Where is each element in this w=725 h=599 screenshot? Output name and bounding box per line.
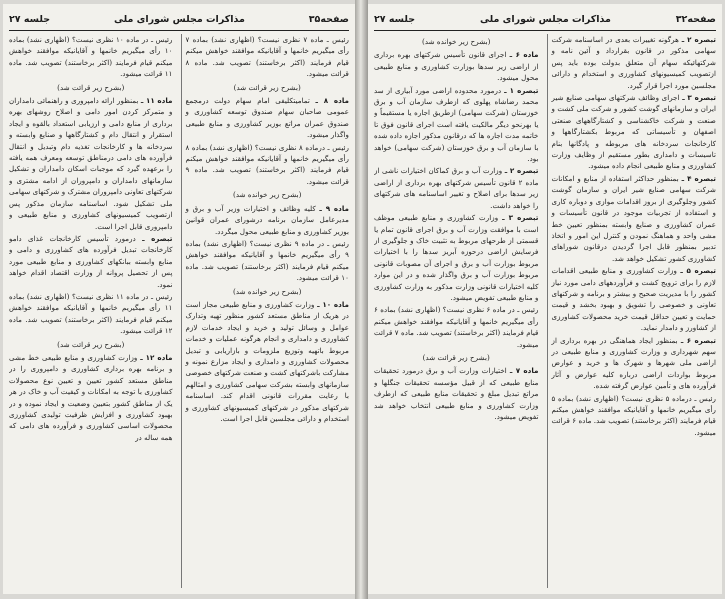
- text-columns: [9, 34, 349, 588]
- article-paragraph: [552, 92, 717, 172]
- page-header: [374, 8, 716, 31]
- right-page: [368, 4, 722, 594]
- article-label: تبصره ۵ ـ: [680, 266, 716, 276]
- speaker-paragraph: رئیس ـ در ماده ۱۱ نظری نیست؟ (اظهاری نشد) بماده ۱۱ رأی میگیریم خانمها و آقایانیکه موافقند خواهش میکنم قیام فرمایند (اکثر برخاستند) تصویب شد. ماده ۱۲ قرائت میشود.: [9, 291, 173, 336]
- article-text: بمنظور حداکثر استفاده از منابع و امکانات شرکت سهامی صنایع شیر ایران و سازمان گوشت کشور وجلوگیری از بروز اقدامات موازی و دوباره کاری و استفاده از تجربیات موجود در قانون تأسیسات و عمران کشاورزی و صنایع وابسته بمنظور تعیین خط مشی واحد و هماهنگ نمودن و کنترل این امور و اتخاذ تدبیر بمنظور قابل اجرا گردیدن درقانون شوراهای کشاورزی کشور تشکیل خواهد شد.: [551, 173, 716, 263]
- page-header: [9, 8, 349, 31]
- speaker-paragraph: رئیس ـ درماده ۵ نظری نیست؟ (اظهاری نشد) بماده ۵ رأی میگیریم خانمها و آقایانیکه موافقند خواهش میکنم قیام فرمایند (اکثر برخاستند) تصویب شد. ماده ۶ قرائت میشود.: [551, 393, 716, 437]
- reading-note: (بشرح زیر خوانده شد): [422, 37, 491, 46]
- session-label: جلسه ۲۷: [9, 13, 51, 25]
- session-label: جلسه ۲۷: [374, 13, 416, 25]
- text-columns: [374, 34, 716, 588]
- article-label: ماده ۸ ـ: [315, 96, 349, 106]
- article-paragraph: [374, 49, 539, 83]
- article-label: تبصره ۲ ـ: [504, 166, 539, 176]
- article-paragraph: [552, 265, 717, 333]
- reading-note: (بشرح زیر قرائت شد): [422, 352, 490, 362]
- article-text: وزارت کشاورزی و منابع طبیعی موظف است با موافقت وزارت آب و برق اجرای قانون تمام یا قسمتی از طرحهای مربوط به تثبیت خاک و جلوگیری از فرسایش اراضی درحوزه آبریز سدها را با اختیارات مربوط بوزارت آب و برق و اجرای آن مصوبات قانونی مربوط بوزارت آب و برق واگذار شده و در این موارد کلیه اختیارات قانونی وزارت مذکور به وزارت کشاورزی و منابع طبیعی تفویض میشود.: [374, 213, 539, 302]
- article-label: تبصره ۱ ـ: [504, 85, 539, 95]
- article-text: بمنظور ارائه دامپروری و راهنمائی دامداران و متمرکز کردن امور دامی و اصلاح روشهای بهره برداری از منابع دامی و ارزیابی استعداد بالقوه و ایجاد استقرار و انتقال دام و کشتارگاهها و صنایع وابسته و سردخانه ها و کارخانجات تغذیه دام وتبدیل و انتقال فرآورده های دامی درمناطق توسعه ومعرف همه یافته را برعهده گیرد که موجبات اسکان دامداران و تشکیل سازمانهای دامداران و دامپروران از ادامه مشتری و شرکتهای تعاونی دامپروران مشترک و شرکتهای سهامی ملی تشکیل شود. اساسنامه سازمان مذکور پس ازتصویب کمیسیونهای کشاورزی و منابع طبیعی و دامپروری قابل اجرا است.: [9, 96, 173, 231]
- page-number: صفحه۳۵: [308, 13, 349, 25]
- speaker-paragraph: رئیس ـ در ماده ۶ نظری نیست؟ (اظهاری نشد) بماده ۶ رأی میگیریم خانمها و آقایانیکه موافقند خواهش میکنم قیام فرمایند (اکثر برخاستند) تصویب شد. ماده ۷ قرائت میشود.: [374, 305, 539, 349]
- reading-note: (بشرح زیر قرائت شد): [233, 82, 301, 92]
- article-paragraph: [374, 85, 539, 165]
- article-text: وزارت کشاورزی و منابع طبیعی مجاز است در هریک از مناطق مستعد کشور منظور تهیه وتدارک عوامل و وسائل تولید و خرید و ایجاد خدمات لازم کشاورزی و دامداری و انجام هرگونه عملیات و خدمات مربوط باتهیه وتوزیع ملزومات و بازاریابی و تبدیل محصولات کشاورزی و دامداری و ایجاد مزارع نمونه و مشارکت باشرکتهای کشت و صنعت شرکتهای خصوصی سازمانهای وابسته بشرکت سهامی کشاورزی و امثالهم با رعایت مقررات قانونی اقدام کند. اساسنامه شرکتهای مذکور در شرکتهای کمیسیونهای کشاورزی و استخدام و دارائی مجلسین قابل اجرا است.: [185, 299, 349, 423]
- reading-note: (بشرح زیر قرائت شد): [57, 339, 125, 349]
- article-label: ماده ۶ ـ: [509, 50, 539, 60]
- article-paragraph: [552, 173, 717, 264]
- article-text: درمورد محدوده اراضی مورد آبیاری از سد محمد رضاشاه پهلوی که ازطرف سازمان آب و برق خوزستان (شرکت سهامی) ازطریق اجاره یا مستقیماً و یا بهرنحو دیگر مالکیت یافته است اجرای قانون فوق تا خاتمه مدت اجاره ها که درقانون مذکور اجازه داده شده با سازمان آب و برق خوزستان (شرکت سهامی) خواهد بود.: [374, 85, 539, 164]
- article-label: ماده ۱۱ ـ: [140, 96, 173, 106]
- article-text: درمورد تأسیس کارخانجات غذای دامو کارخانجات تبدیل فرآورده های کشاورزی و دامی و منابع وابسته ببانکهای کشاورزی و منابع طبیعی مورد پس از تحصیل پروانه از وزارت اقتصاد اقدام خواهد نمود.: [9, 233, 173, 289]
- article-paragraph: [186, 299, 350, 424]
- article-label: ماده ۹ ـ: [319, 203, 349, 213]
- article-paragraph: [374, 165, 539, 211]
- article-text: بمنظور ایجاد هماهنگی در بهره برداری از سهم شهرداری و وزارت کشاورزی و منابع طبیعی در اراضی ملی شهرها و شهرک ها و خرید و عوارض مربوط بواردات اراضی درباره کلیه عوارض و آثار فرآورده های و تأمین عوارض گرفته شده.: [551, 335, 716, 391]
- article-label: تبصره ۲ ـ: [681, 35, 716, 44]
- page-number: صفحه۳۲: [675, 13, 716, 25]
- speaker-paragraph: رئیس ـ در ماده ۱۰ نظری نیست؟ (اظهاری نشد) بماده ۱۰ رأی میگیریم خانمها و آقایانیکه موافقند خواهش میکنم قیام فرمایند (اکثر برخاستند) تصویب شد. ماده ۱۱ قرائت میشود.: [9, 35, 173, 79]
- article-paragraph: [186, 203, 350, 237]
- article-label: تبصره ۴ ـ: [681, 173, 716, 183]
- article-label: ماده ۱۲ ـ: [140, 352, 173, 362]
- article-paragraph: [9, 352, 173, 443]
- journal-title: مذاکرات مجلس شورای ملی: [113, 13, 245, 25]
- article-text: تمامیتکلیفی امام سهام دولت درمجمع عمومی صاحبان سهام صندوق توسعه کشاورزی و صندوق عمران مراتع بوزیر کشاورزی و منابع طبیعی واگذار میشود.: [185, 96, 349, 140]
- reading-note: (بشرح زیر خوانده شد): [233, 190, 302, 200]
- book-gutter: [355, 0, 368, 599]
- article-label: ماده ۱۰ ـ: [317, 299, 349, 309]
- article-paragraph: [374, 212, 539, 303]
- article-text: وزارت کشاورزی و منابع طبیعی اقدامات لازم را برای ترویج کشت و فرآوردههای دامی مورد نیاز کشور را با مدیریت صحیح و بیشتر و برنامه و شرکتهای تعاونی و خصوصی را تشویق و بهبود بخشد و قیمت حمایت و تعیین حداقل قیمت خرید محصولات کشاورزی از کشاورز و دامدار نماید.: [551, 266, 716, 333]
- text-column: [9, 34, 173, 588]
- speaker-paragraph: رئیس ـ درماده ۸ نظری نیست؟ (اظهاری نشد) بماده ۸ رأی میگیریم خانمها و آقایانیکه موافقند خواهش میکنم قیام فرمایند (اکثر برخاستند) تصویب شد. ماده ۹ قرائت میشود.: [185, 142, 349, 186]
- reading-note: (بشرح زیر خوانده شد): [233, 286, 302, 296]
- text-column: [181, 34, 350, 588]
- article-text: کلیه وظائف و اختیارات وزیر آب و برق و مدیرعامل سازمان برنامه درشورای عمران قوانین بوزیر کشاورزی و منابع طبیعی محول میگردد.: [185, 203, 349, 236]
- article-paragraph: [374, 365, 539, 422]
- article-label: ماده ۷ ـ: [509, 366, 539, 376]
- article-label: تبصره ـ: [142, 233, 173, 243]
- article-text: اجرای قانون تأسیس شرکتهای بهره برداری از اراضی زیر سدها بوزارت کشاورزی و منابع طبیعی محول میشود.: [374, 50, 539, 83]
- article-paragraph: [9, 233, 173, 290]
- article-paragraph: [9, 95, 173, 232]
- article-text: هرگونه تغییرات بعدی در اساسنامه شرکت سهامی مذکور در قانون بقرارداد و آئین نامه و شرکتهائیکه سهام آن متعلق بدولت بوده باید پس ازتصویب کمیسیونهای کشاورزی و استخدام و دارائی مجلسین مورد اجرا قرار گیرد.: [551, 35, 716, 90]
- journal-title: مذاکرات مجلس شورای ملی: [479, 13, 611, 25]
- article-text: اجرای وظائف شرکتهای سهامی صنایع شیر ایران و سازمانهای گوشت کشور و شرکت ملی کشت و صنعت و شرکت خاکشناسی و کشتارگاههای صنعتی اصفهان و تأسیساتی که مربوط بکشتارگاهها و کارخانجات سردخانه های مربوطه و پادگانها بنام تاسیسات و دامداری بطور مستقیم از وظایف وزارت کشاورزی و منابع طبیعی انجام داده میشود.: [551, 93, 716, 171]
- article-label: تبصره ۳ ـ: [502, 213, 539, 223]
- text-column: [547, 34, 717, 588]
- article-text: وزارت آب و برق کماکان اختیارات ناشی از ماده ۲ قانون تأسیس شرکتهای بهره برداری از اراضی زیر سدها برای اصلاح و تغییر اساسنامه های شرکتهای را خواهد داشت.: [374, 166, 539, 210]
- text-column: [374, 34, 539, 588]
- article-label: تبصره ۶ ـ: [680, 335, 716, 345]
- reading-note: (بشرح زیر قرائت شد): [57, 82, 125, 92]
- article-paragraph: [552, 34, 717, 91]
- article-text: اختیارات وزارت آب و برق درمورد تحقیقات منابع طبیعی که از قبیل مؤسسه تحقیقات جنگلها و مراتع تبدیل مبلغ و تحقیقات منابع طبیعی که ازطرف وزارت کشاورزی و منابع طبیعی انتخاب خواهد شد تفویض میشود.: [374, 366, 539, 421]
- article-paragraph: [552, 335, 717, 392]
- article-paragraph: [186, 95, 350, 141]
- article-text: وزارت کشاورزی و منابع طبیعی خط مشی و برنامه بهره برداری کشاورزی و دامپروری را در مناطق مستعد کشور تعیین و تعیین نوع محصولات کشاورزی با توجه به امکانات و کیفیت آب و خاک در هر یک از مناطق کشور بتعیین وضعیت و ایجاد نموده و در بهبود کشاورزی و افزایش ظرفیت تولیدی کشاورزی محصولات اساسی کشاورزی و فرآورده های دامی که همه ساله در: [9, 352, 173, 442]
- article-label: تبصره ۳ ـ: [682, 93, 716, 103]
- left-page: [3, 4, 355, 594]
- speaker-paragraph: رئیس ـ در ماده ۹ نظری نیست؟ (اظهاری نشد) بماده ۹ رأی میگیریم خانمها و آقایانیکه موافقند خواهش میکنم قیام فرمایند (اکثر برخاستند) تصویب شد. ماده ۱۰ قرائت میشود.: [185, 238, 349, 283]
- speaker-paragraph: رئیس ـ ماده ۷ نظری نیست؟ (اظهاری نشد) بماده ۷ رأی میگیریم خانمها و آقایانیکه موافقند خواهش میکنم قیام فرمایند (اکثر برخاستند) تصویب شد. ماده ۸ قرائت میشود.: [185, 35, 349, 79]
